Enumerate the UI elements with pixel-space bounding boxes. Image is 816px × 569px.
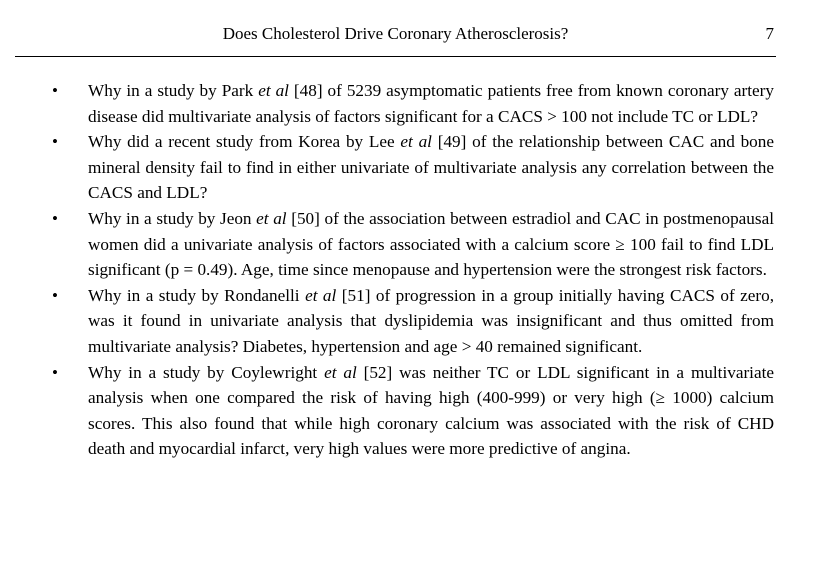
list-item bbox=[0, 129, 774, 206]
bullet-list bbox=[0, 78, 816, 462]
et-al-italic: et al bbox=[324, 362, 357, 382]
bullet-icon: • bbox=[52, 285, 58, 305]
bullet-text bbox=[88, 363, 774, 459]
bullet-icon: • bbox=[52, 132, 58, 152]
list-item bbox=[0, 360, 774, 462]
list-item bbox=[0, 206, 774, 283]
text-segment: Why did a recent study from Korea by Lee bbox=[88, 132, 401, 152]
bullet-icon: • bbox=[52, 208, 58, 228]
text-segment: Why in a study by Park bbox=[88, 81, 259, 100]
text-segment: [52] was neither TC or LDL significant in a multivariate analysis when one compared the risk of having high (400-999) or very high (≥ 1000) calcium scores. This also found that while high coronary calcium was associated with the risk of CHD death and myocardial infarct, very high values were more predictive of angina. bbox=[88, 362, 774, 459]
text-segment: [50] of the association between estradiol and CAC in postmenopausal women did a univariate analysis of factors associated with a calcium score ≥ 100 fail to find LDL significant (p = 0.49). Age, time since menopause and hypertension were the strongest risk factors. bbox=[88, 208, 774, 280]
bullet-text bbox=[88, 209, 774, 279]
running-title: Does Cholesterol Drive Coronary Atherosclerosis? bbox=[222, 24, 569, 43]
et-al-italic: et al bbox=[258, 81, 289, 100]
et-al-italic: et al bbox=[256, 208, 287, 228]
bullet-text bbox=[88, 81, 774, 126]
text-segment: Why in a study by Rondanelli bbox=[88, 285, 306, 305]
et-al-italic: et al bbox=[305, 285, 337, 305]
list-item bbox=[0, 283, 774, 360]
text-segment: Why in a study by Jeon bbox=[88, 208, 257, 228]
bullet-text bbox=[88, 132, 774, 202]
text-segment: [49] of the relationship between CAC and bone mineral density fail to find in either univariate of multivariate analysis any correlation between the CACS and LDL? bbox=[88, 132, 774, 203]
text-segment: [51] of progression in a group initially having CACS of zero, was it found in univariate analysis that dyslipidemia was insignificant and thus omitted from multivariate analysis? Diabetes, hypertension and age > 40 remained significant. bbox=[88, 285, 775, 356]
bullet-icon: • bbox=[52, 362, 58, 382]
page-header bbox=[15, 0, 776, 57]
text-segment: [48] of 5239 asymptomatic patients free from known coronary artery disease did multivariate analysis of factors significant for a CACS > 100 not include TC or LDL? bbox=[88, 81, 774, 126]
list-item bbox=[0, 78, 774, 129]
bullet-icon: • bbox=[52, 81, 58, 100]
text-segment: Why in a study by Coylewright bbox=[88, 362, 325, 382]
et-al-italic: et al bbox=[400, 132, 432, 152]
bullet-text bbox=[88, 286, 774, 356]
page-number: 7 bbox=[765, 24, 774, 43]
